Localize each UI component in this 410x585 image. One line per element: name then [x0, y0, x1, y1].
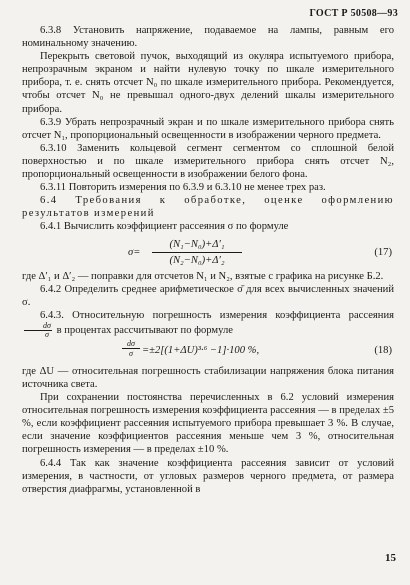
paragraph-6-3-8: 6.3.8 Установить напряжение, подаваемое на лампы, равным его номинальному значению.	[22, 25, 394, 50]
paragraph-6-3-10: 6.3.10 Заменить кольцевой сегмент сегментом со сплошной белой поверхностью и по шкале измерительного прибора снять отсчет N₂, пропорциональный освещенности в изображении белого фона.	[22, 142, 394, 181]
paragraph-zero-point: Перекрыть световой пучок, выходящий из окуляра испытуемого прибора, непрозрачным экраном и найти нулевую точку по шкале измерительного прибора, т. е. снять отсчет N₀ по шкале измерительного прибора. Рекомендуется, чтобы отсчет N₀ не превышал одного-двух делений шкалы измерительного прибора.	[22, 51, 394, 115]
formula-17-number: (17)	[374, 246, 392, 258]
inline-fraction-den: σ	[45, 329, 49, 339]
formula-17	[22, 238, 394, 268]
section-6-4-heading: 6.4 Требования к обработке, оценке оформлению результатов измерений	[22, 195, 394, 220]
document-body	[22, 24, 394, 496]
formula-18-number: (18)	[374, 344, 392, 356]
paragraph-6-4-4: 6.4.4 Так как значение коэффициента рассеяния зависит от условий измерения, в частности, от угловых размеров черного предмета, от размера отверстия диафрагмы, установленной в	[22, 457, 394, 495]
formula-17-denominator: (N₂−N₀)+Δ′₂	[169, 254, 225, 266]
paragraph-6-4-3-text-a: 6.4.3. Относительную погрешность измерения коэффициента рассеяния	[40, 309, 394, 321]
formula-18-fraction-den: σ	[129, 348, 133, 358]
formula-17-fraction	[152, 238, 242, 267]
paragraph-corrections: где Δ′₁ и Δ′₂ — поправки для отсчетов N₁ и N₂, взятые с графика на рисунке Б.2.	[22, 270, 384, 282]
paragraph-6-4-2: 6.4.2 Определить среднее арифметическое σ̄ для всех вычисленных значений σ.	[22, 283, 394, 308]
standard-header: ГОСТ Р 50508—93	[309, 8, 398, 19]
paragraph-6-4-3-text-b: в процентах рассчитывают по формуле	[56, 324, 233, 336]
formula-18-fraction-num: dσ	[122, 339, 140, 349]
formula-17-lhs: σ=	[128, 246, 141, 258]
paragraph-6-3-11: 6.3.11 Повторить измерения по 6.3.9 и 6.3.10 не менее трех раз.	[40, 182, 326, 194]
paragraph-6-4-1: 6.4.1 Вычислить коэффициент рассеяния σ по формуле	[40, 221, 289, 233]
paragraph-6-4-3	[22, 309, 394, 339]
inline-fraction-num: dσ	[24, 322, 52, 331]
paragraph-6-3-9: 6.3.9 Убрать непрозрачный экран и по шкале измерительного прибора снять отсчет N₁, пропорциональный освещенности в изображении черного предмета.	[22, 116, 394, 141]
formula-18-body: =±2[(1+ΔU)³·⁶ −1]·100 %,	[142, 344, 260, 356]
paragraph-delta-u: где ΔU — относительная погрешность стабилизации напряжения блока питания источника света.	[22, 365, 394, 390]
formula-17-numerator: (N₁−N₀)+Δ′₁	[152, 238, 242, 253]
inline-fraction	[24, 322, 52, 339]
paragraph-accuracy: При сохранении постоянства перечисленных в 6.2 условий измерения относительная погрешность измерения коэффициента рассеяния — в пределах ±5 %, если коэффициент рассеяния испытуемого прибора превышает 3 %. В случае, если значение коэффициентов рассеяния меньше чем 3 %, относительная погрешность измерения — в пределах ±10 %.	[22, 392, 394, 456]
page-number: 15	[385, 551, 396, 564]
formula-18	[22, 338, 394, 361]
formula-18-fraction	[122, 339, 140, 358]
